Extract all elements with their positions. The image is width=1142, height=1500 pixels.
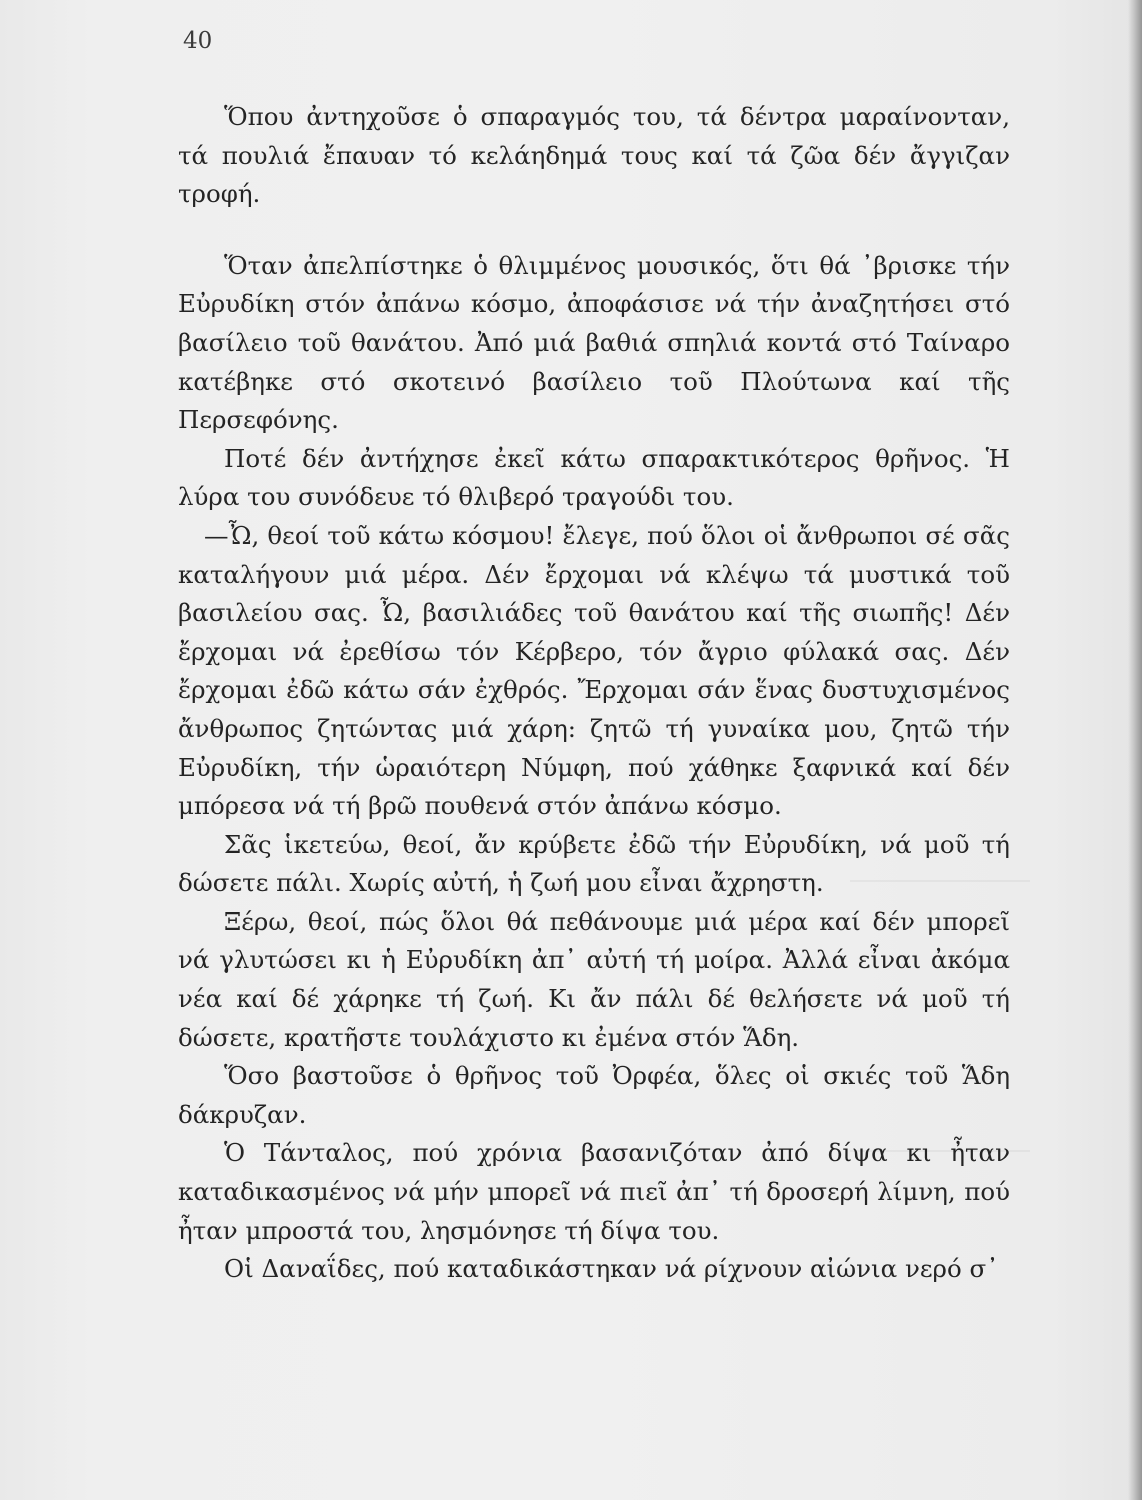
paragraph-2: Ὅταν ἀπελπίστηκε ὁ θλιμμένος μουσικός, ὅτι θά ᾽βρισκε τήν Εὐρυδίκη στόν ἀπάνω κόσμο, ἀποφάσισε νά τήν ἀναζητήσει στό βασίλειο τοῦ θανάτου. Ἀπό μιά βαθιά σπηλιά κοντά στό Ταίναρο κατέβηκε στό σκοτεινό βασίλειο τοῦ Πλούτωνα καί τῆς Περσεφόνης. (178, 250, 1010, 435)
body-text (178, 98, 1010, 1289)
page-number: 40 (183, 28, 213, 54)
page-edge-shadow (1128, 0, 1142, 1500)
paragraph-1: Ὅπου ἀντηχοῦσε ὁ σπαραγμός του, τά δέντρα μαραίνονταν, τά πουλιά ἔπαυαν τό κελάηδημά τους καί τά ζῶα δέν ἄγγιζαν τροφή. (178, 102, 1010, 209)
paragraph-8: Ὁ Τάνταλος, πού χρόνια βασανιζόταν ἀπό δίψα κι ἦταν καταδικασμένος νά μήν μπορεῖ νά πιεῖ ἀπ᾽ τή δροσερή λίμνη, πού ἦταν μπροστά του, λησμόνησε τή δίψα του. (178, 1138, 1010, 1245)
paragraph-9: Οἱ Δαναΐδες, πού καταδικάστηκαν νά ρίχνουν αἰώνια νερό σ᾽ (224, 1254, 999, 1284)
paragraph-6: Ξέρω, θεοί, πώς ὅλοι θά πεθάνουμε μιά μέρα καί δέν μπορεῖ νά γλυτώσει κι ἡ Εὐρυδίκη ἀπ᾽ αὐτή τή μοίρα. Ἀλλά εἶναι ἀκόμα νέα καί δέ χάρηκε τή ζωή. Κι ἄν πάλι δέ θελήσετε νά μοῦ τή δώσετε, κρατῆστε τουλάχιστο κι ἐμένα στόν Ἅδη. (178, 906, 1010, 1052)
paragraph-3: Ποτέ δέν ἀντήχησε ἐκεῖ κάτω σπαρακτικότερος θρῆνος. Ἡ λύρα του συνόδευε τό θλιβερό τραγούδι του. (178, 443, 1010, 512)
paragraph-7: Ὅσο βαστοῦσε ὁ θρῆνος τοῦ Ὀρφέα, ὅλες οἱ σκιές τοῦ Ἅδη δάκρυζαν. (178, 1061, 1010, 1129)
paragraph-4: —Ὦ, θεοί τοῦ κάτω κόσμου! ἔλεγε, πού ὅλοι οἱ ἄνθρωποι σέ σᾶς καταλήγουν μιά μέρα. Δέν ἔρχομαι νά κλέψω τά μυστικά τοῦ βασιλείου σας. Ὦ, βασιλιάδες τοῦ θανάτου καί τῆς σιωπῆς! Δέν ἔρχομαι νά ἐρεθίσω τόν Κέρβερο, τόν ἄγριο φύλακά σας. Δέν ἔρχομαι ἐδῶ κάτω σάν ἐχθρός. Ἔρχομαι σάν ἕνας δυστυχισμένος ἄνθρωπος ζητώντας μιά χάρη: ζητῶ τή γυναίκα μου, ζητῶ τήν Εὐρυδίκη, τήν ὡραιότερη Νύμφη, πού χάθηκε ξαφνικά καί δέν μπόρεσα νά τή βρῶ πουθενά στόν ἀπάνω κόσμο. (178, 520, 1010, 821)
paragraph-5: Σᾶς ἱκετεύω, θεοί, ἄν κρύβετε ἐδῶ τήν Εὐρυδίκη, νά μοῦ τή δώσετε πάλι. Χωρίς αὐτή, ἡ ζωή μου εἶναι ἄχρηστη. (178, 829, 1010, 898)
